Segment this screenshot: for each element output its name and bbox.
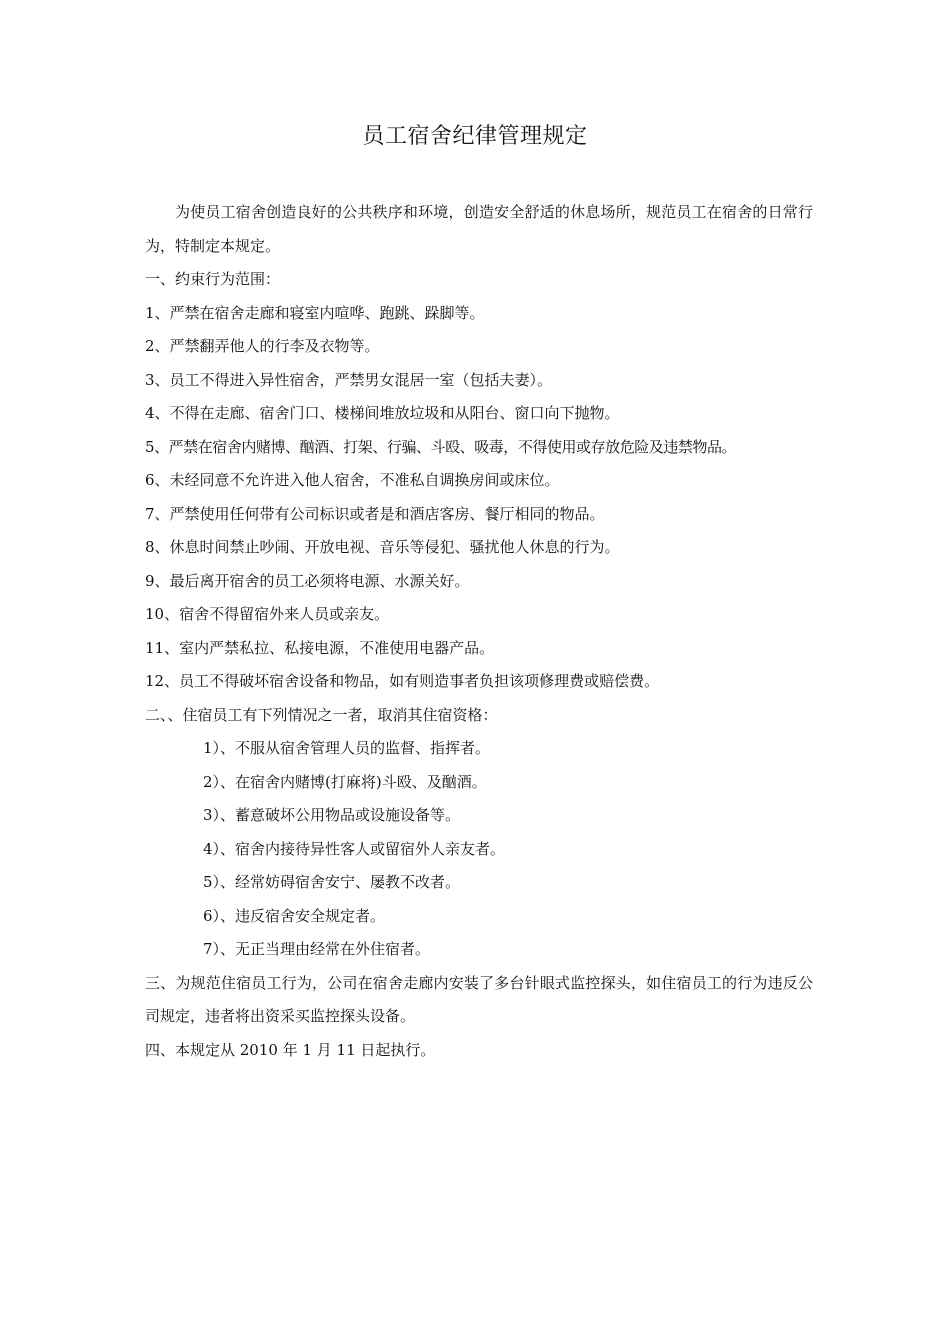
document-title: 员工宿舍纪律管理规定	[362, 124, 588, 149]
section-1-item: 5、严禁在宿舍内赌博、酗酒、打架、行骗、斗殴、吸毒，不得使用或存放危险及违禁物品。	[145, 437, 737, 456]
section-2-item: 6）、违反宿舍安全规定者。	[203, 906, 386, 925]
document-body	[145, 196, 813, 1067]
section-1-item: 7、严禁使用任何带有公司标识或者是和酒店客房、餐厅相同的物品。	[145, 504, 605, 523]
section-1-item: 3、员工不得进入异性宿舍，严禁男女混居一室（包括夫妻）。	[145, 370, 553, 389]
section-3-paragraph: 三、为规范住宿员工行为，公司在宿舍走廊内安装了多台针眼式监控探头，如住宿员工的行为违反公司规定，违者将出资采买监控探头设备。	[145, 973, 813, 1025]
section-1-item: 2、严禁翻弄他人的行李及衣物等。	[145, 337, 380, 355]
section-1-item: 9、最后离开宿舍的员工必须将电源、水源关好。	[145, 571, 470, 590]
section-2-item: 3）、蓄意破坏公用物品或设施设备等。	[203, 806, 461, 824]
section-1-item: 12、员工不得破坏宿舍设备和物品，如有则造事者负担该项修理费或赔偿费。	[145, 672, 660, 690]
section-1-item: 6、未经同意不允许进入他人宿舍，不准私自调换房间或床位。	[145, 471, 560, 489]
section-1-item: 4、不得在走廊、宿舍门口、楼梯间堆放垃圾和从阳台、窗口向下抛物。	[145, 404, 620, 422]
section-2-heading: 二、、住宿员工有下列情况之一者，取消其住宿资格：	[145, 705, 498, 724]
section-2-item: 7）、无正当理由经常在外住宿者。	[203, 940, 431, 958]
section-2-item: 4）、宿舍内接待异性客人或留宿外人亲友者。	[203, 839, 506, 858]
section-4-paragraph: 四、本规定从 2010 年 1 月 11 日起执行。	[145, 1040, 436, 1059]
section-1-item: 10、宿舍不得留宿外来人员或亲友。	[145, 605, 390, 623]
section-1-item: 8、休息时间禁止吵闹、开放电视、音乐等侵犯、骚扰他人休息的行为。	[145, 538, 620, 556]
section-2-item: 5）、经常妨碍宿舍安宁、屡教不改者。	[203, 873, 461, 891]
section-2-item: 2）、在宿舍内赌博(打麻将)斗殴、及酗酒。	[203, 772, 487, 791]
intro-paragraph: 为使员工宿舍创造良好的公共秩序和环境，创造安全舒适的休息场所，规范员工在宿舍的日常行为，特制定本规定。	[145, 203, 813, 255]
section-2-item: 1）、不服从宿舍管理人员的监督、指挥者。	[203, 739, 491, 757]
section-1-item: 11、室内严禁私拉、私接电源，不准使用电器产品。	[145, 638, 495, 657]
section-1-heading: 一、约束行为范围：	[145, 270, 281, 288]
section-1-item: 1、严禁在宿舍走廊和寝室内喧哗、跑跳、跺脚等。	[145, 303, 485, 322]
